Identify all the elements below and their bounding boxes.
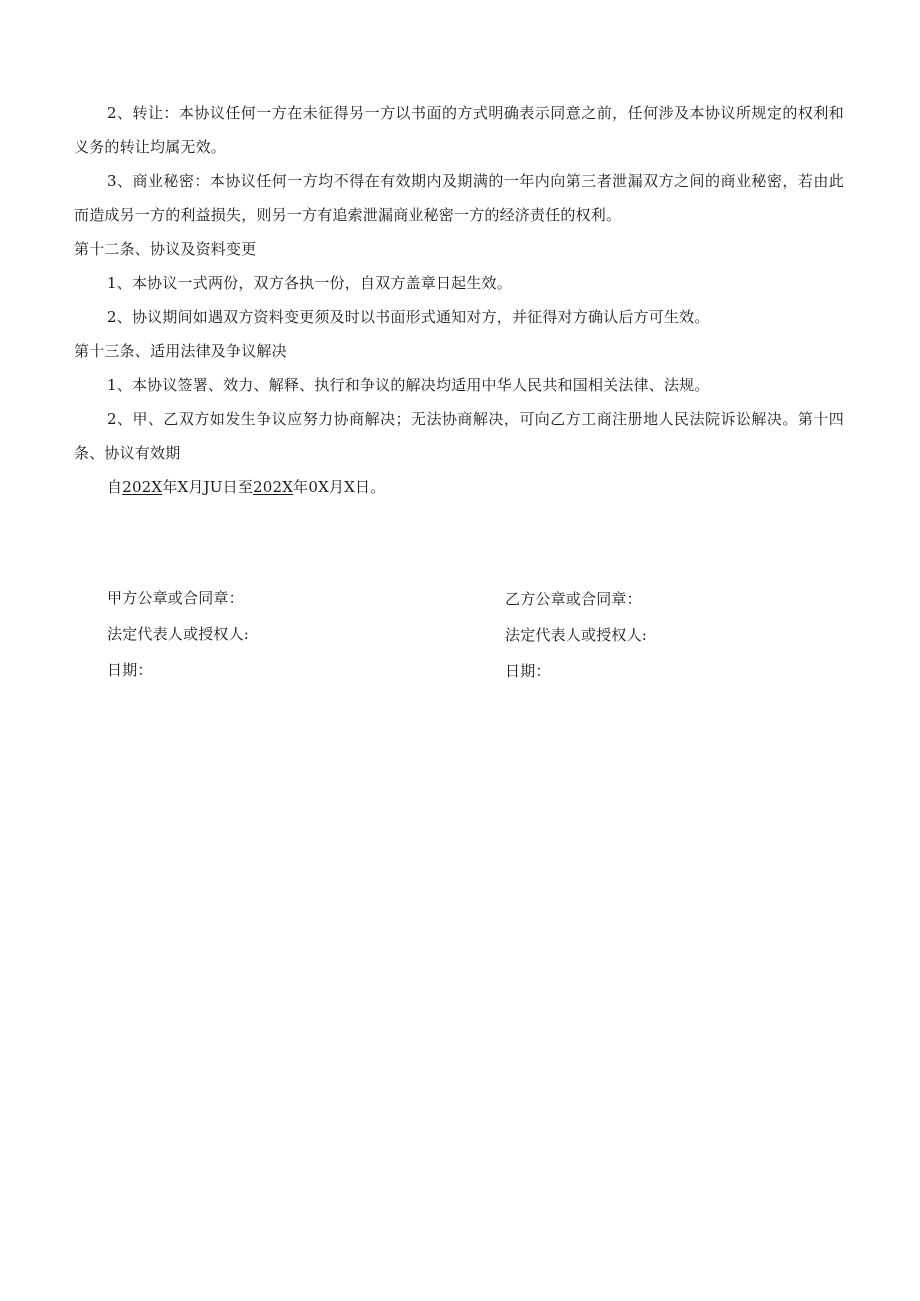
party-b-seal-label: 乙方公章或合同章： bbox=[505, 590, 642, 608]
validity-start-rest: 年X月JU日至 bbox=[162, 478, 254, 496]
party-a-date-label: 日期： bbox=[107, 661, 153, 679]
article-12-item-1: 1、本协议一式两份，双方各执一份，自双方盖章日起生效。 bbox=[107, 274, 512, 292]
validity-end-year: 202X bbox=[253, 478, 294, 496]
validity-start-year: 202X bbox=[122, 478, 163, 496]
validity-end-rest: 年0X月X日。 bbox=[293, 478, 386, 496]
article-13-heading: 第十三条、适用法律及争议解决 bbox=[74, 342, 287, 360]
article-13-item-2: 2、甲、乙双方如发生争议应努力协商解决；无法协商解决，可向乙方工商注册地人民法院诉讼解决。第十四条、协议有效期 bbox=[74, 410, 844, 462]
validity-period bbox=[74, 470, 844, 504]
party-a-representative-label: 法定代表人或授权人: bbox=[107, 625, 250, 643]
article-13-item-1: 1、本协议签署、效力、解释、执行和争议的解决均适用中华人民共和国相关法律、法规。 bbox=[107, 376, 710, 394]
clause-transfer: 2、转让：本协议任何一方在未征得另一方以书面的方式明确表示同意之前，任何涉及本协议所规定的权利和义务的转让均属无效。 bbox=[74, 104, 844, 156]
article-12-heading: 第十二条、协议及资料变更 bbox=[74, 240, 257, 258]
signature-block-party-a bbox=[107, 580, 249, 688]
agreement-body bbox=[74, 96, 844, 504]
party-b-date-label: 日期： bbox=[505, 662, 551, 680]
party-b-representative-label: 法定代表人或授权人: bbox=[505, 626, 648, 644]
signature-block-party-b bbox=[505, 581, 647, 689]
party-a-seal-label: 甲方公章或合同章： bbox=[107, 589, 244, 607]
validity-prefix: 自 bbox=[107, 478, 123, 496]
clause-trade-secret: 3、商业秘密：本协议任何一方均不得在有效期内及期满的一年内向第三者泄漏双方之间的商业秘密，若由此而造成另一方的利益损失，则另一方有追索泄漏商业秘密一方的经济责任的权利。 bbox=[74, 172, 844, 224]
article-12-item-2: 2、协议期间如遇双方资料变更须及时以书面形式通知对方，并征得对方确认后方可生效。 bbox=[107, 308, 710, 326]
